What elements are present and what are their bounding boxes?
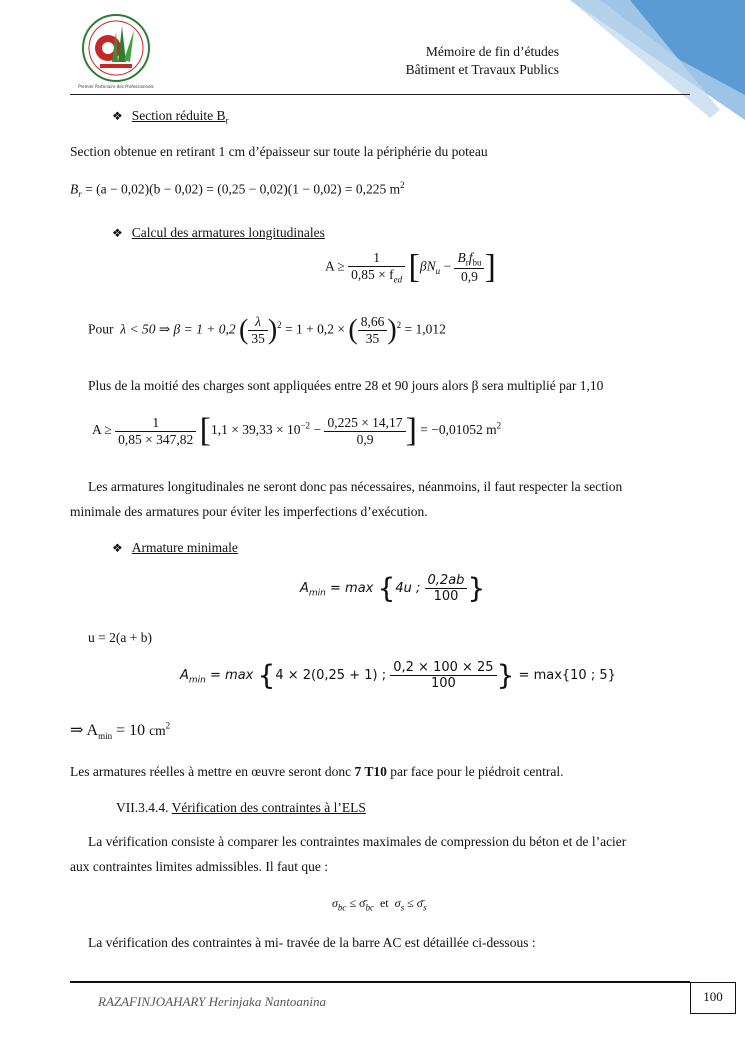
- u-definition: u = 2(a + b): [88, 630, 152, 645]
- verification-heading: VII.3.4.4. Vérification des contraintes à l’ELS: [116, 800, 366, 815]
- bullet-icon: ❖: [112, 541, 123, 555]
- calcul-heading: ❖ Calcul des armatures longitudinales: [112, 225, 325, 240]
- pour-formula: Pour λ < 50 ⇒ β = 1 + 0,2 ( $\frac{\lambda}{35}$ )$^2$ = 1 + 0,2 × ( $\frac{8,66}{35}$ )$^2$ = 1,012: [88, 314, 446, 346]
- verification-para1b: aux contraintes limites admissibles. Il faut que :: [70, 859, 328, 874]
- a-calc-formula: A ≥ $\frac{1}{0,85 \times 347,82}$ [$1,1 \times 39,33 \times 10^{-2}$ − $\frac{0,225 \times 14,17}{0,9}$ ] = −0,01052 $m^2$: [92, 412, 502, 449]
- amin-formula: $A_{min} = \max \{4u$ ; $\frac{0,2ab}{100}$ }: [300, 571, 486, 605]
- amin-result: ⇒ $A_{min} = 10$ $cm^2$: [70, 720, 171, 742]
- header-rule: [70, 94, 690, 95]
- moitie-text: Plus de la moitié des charges sont appliquées entre 28 et 90 jours alors β sera multiplié par 1,10: [88, 378, 604, 393]
- header-title-line2: Bâtiment et Travaux Publics: [405, 62, 559, 77]
- footer-author: RAZAFINJOAHARY Herinjaka Nantoanina: [98, 994, 326, 1009]
- verification-para2: La vérification des contraintes à mi- travée de la barre AC est détaillée ci-dessous :: [88, 935, 536, 950]
- verification-condition: $\sigma_{bc}$ ≤ $\sigmā_{bc}$ et $\sigma_s$ ≤ $\sigmā_s$: [332, 896, 427, 913]
- verification-para1: La vérification consiste à comparer les contraintes maximales de compression du béton et de l’acier: [88, 834, 627, 849]
- bullet-icon: ❖: [112, 109, 123, 123]
- armature-minimale-heading: ❖ Armature minimale: [112, 540, 238, 555]
- section-reduite-text: Section obtenue en retirant 1 cm d’épaisseur sur toute la périphérie du poteau: [70, 144, 488, 159]
- paragraph-1: Les armatures longitudinales ne seront donc pas nécessaires, néanmoins, il faut respecter la section: [88, 479, 623, 494]
- armatures-reelles-text: Les armatures réelles à mettre en œuvre seront donc 7 T10 par face pour le piédroit central.: [70, 764, 564, 779]
- paragraph-1b: minimale des armatures pour éviter les imperfections d’exécution.: [70, 504, 428, 519]
- corner-decoration: [570, 0, 745, 120]
- header-title-line1: Mémoire de fin d’études: [425, 44, 559, 59]
- page-number: 100: [690, 982, 736, 1014]
- section-reduite-formula: $B_r = (a - 0,02)(b - 0,02) = (0,25 - 0,02)(1 - 0,02) = 0,225$ $m^2$: [70, 180, 405, 200]
- bullet-icon: ❖: [112, 226, 123, 240]
- calcul-formula: A ≥ $\frac{1}{0,85 \times f_{ed}}$ [$\beta N_u$ − $\frac{B_rf_{bu}}{0,9}$ ]: [325, 248, 496, 286]
- svg-text:Premier Partenaire des Profess: Premier Partenaire des Professionnels: [78, 84, 154, 89]
- footer-rule: [70, 981, 690, 983]
- amin-calc: $A_{min} = \max \{4 \times 2(0,25 + 1)$ ; $\frac{0,2 \times 100 \times 25}{100}$ } = max{10 ; 5}: [180, 658, 616, 692]
- school-logo: [78, 12, 154, 92]
- section-reduite-heading: ❖ Section réduite $B_r$: [112, 108, 229, 126]
